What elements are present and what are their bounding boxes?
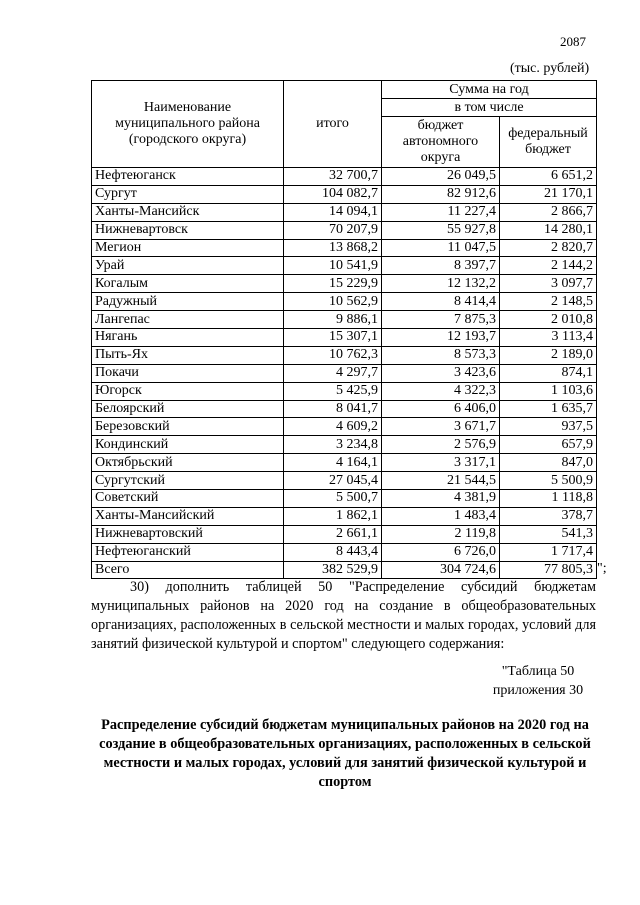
cell-regional: 21 544,5 [382, 472, 500, 490]
cell-federal: 1 103,6 [500, 382, 597, 400]
cell-regional: 82 912,6 [382, 185, 500, 203]
cell-federal: 657,9 [500, 436, 597, 454]
cell-federal: 378,7 [500, 507, 597, 525]
page-number: 2087 [560, 34, 586, 49]
table-row [92, 221, 597, 239]
cell-federal: 77 805,3 [500, 561, 597, 579]
cell-total: 5 425,9 [284, 382, 382, 400]
cell-regional: 3 317,1 [382, 454, 500, 472]
table-body [92, 168, 597, 579]
cell-federal: 937,5 [500, 418, 597, 436]
table-row [92, 257, 597, 275]
table-row [92, 543, 597, 561]
cell-name: Ханты-Мансийск [92, 203, 284, 221]
cell-total: 27 045,4 [284, 472, 382, 490]
table-row [92, 472, 597, 490]
cell-federal: 874,1 [500, 364, 597, 382]
cell-total: 5 500,7 [284, 490, 382, 508]
table-row [92, 239, 597, 257]
cell-name: Нижневартовский [92, 525, 284, 543]
cell-regional: 2 576,9 [382, 436, 500, 454]
cell-federal: 14 280,1 [500, 221, 597, 239]
table-ref-line1: "Таблица 50 [501, 664, 575, 679]
cell-name: Пыть-Ях [92, 346, 284, 364]
cell-total: 4 164,1 [284, 454, 382, 472]
cell-regional: 2 119,8 [382, 525, 500, 543]
cell-regional: 1 483,4 [382, 507, 500, 525]
cell-federal: 847,0 [500, 454, 597, 472]
cell-total: 8 443,4 [284, 543, 382, 561]
cell-federal: 3 113,4 [500, 329, 597, 347]
table-heading: Распределение субсидий бюджетам муниципальных районов на 2020 год на создание в общеобразовательных организациях, расположенных в сельской местности и малых городах, условий для занятий физической культурой и спортом [99, 717, 591, 790]
cell-federal: 6 651,2 [500, 168, 597, 186]
cell-name: Нефтеюганск [92, 168, 284, 186]
cell-total: 32 700,7 [284, 168, 382, 186]
subsidy-table [91, 80, 597, 579]
cell-regional: 11 227,4 [382, 203, 500, 221]
cell-federal: 2 820,7 [500, 239, 597, 257]
closing-mark: "; [597, 561, 607, 576]
table-ref-line2: приложения 30 [492, 683, 584, 698]
cell-name: Белоярский [92, 400, 284, 418]
cell-federal: 3 097,7 [500, 275, 597, 293]
cell-name: Когалым [92, 275, 284, 293]
table-row [92, 329, 597, 347]
header-total: итого [284, 81, 382, 168]
cell-federal: 541,3 [500, 525, 597, 543]
cell-federal: 1 118,8 [500, 490, 597, 508]
cell-regional: 55 927,8 [382, 221, 500, 239]
table-row [92, 275, 597, 293]
header-regional: бюджет автономного округа [382, 117, 500, 168]
cell-total: 70 207,9 [284, 221, 382, 239]
table-row [92, 525, 597, 543]
cell-regional: 6 726,0 [382, 543, 500, 561]
header-name: Наименование муниципального района (городского округа) [92, 81, 284, 168]
table-row [92, 293, 597, 311]
cell-regional: 8 397,7 [382, 257, 500, 275]
cell-total: 4 297,7 [284, 364, 382, 382]
table-row [92, 185, 597, 203]
cell-federal: 1 635,7 [500, 400, 597, 418]
cell-regional: 12 193,7 [382, 329, 500, 347]
cell-regional: 7 875,3 [382, 311, 500, 329]
cell-federal: 2 189,0 [500, 346, 597, 364]
cell-total: 15 307,1 [284, 329, 382, 347]
table-reference [480, 662, 596, 700]
table-row [92, 364, 597, 382]
cell-name: Покачи [92, 364, 284, 382]
cell-total: 10 562,9 [284, 293, 382, 311]
cell-total: 10 762,3 [284, 346, 382, 364]
cell-name: Радужный [92, 293, 284, 311]
cell-name: Кондинский [92, 436, 284, 454]
table-row [92, 203, 597, 221]
cell-name: Нягань [92, 329, 284, 347]
cell-name: Мегион [92, 239, 284, 257]
cell-federal: 2 148,5 [500, 293, 597, 311]
cell-total: 15 229,9 [284, 275, 382, 293]
total-row [92, 561, 597, 579]
cell-total: 3 234,8 [284, 436, 382, 454]
cell-name: Березовский [92, 418, 284, 436]
cell-regional: 11 047,5 [382, 239, 500, 257]
cell-total: 9 886,1 [284, 311, 382, 329]
cell-regional: 6 406,0 [382, 400, 500, 418]
cell-name: Всего [92, 561, 284, 579]
table-row [92, 490, 597, 508]
cell-federal: 2 144,2 [500, 257, 597, 275]
table-row [92, 382, 597, 400]
cell-regional: 4 381,9 [382, 490, 500, 508]
cell-federal: 5 500,9 [500, 472, 597, 490]
cell-federal: 2 010,8 [500, 311, 597, 329]
cell-regional: 12 132,2 [382, 275, 500, 293]
cell-name: Лангепас [92, 311, 284, 329]
table-row [92, 168, 597, 186]
cell-total: 14 094,1 [284, 203, 382, 221]
table-row [92, 454, 597, 472]
cell-name: Сургут [92, 185, 284, 203]
unit-label: (тыс. рублей) [510, 61, 590, 76]
table-row [92, 507, 597, 525]
cell-name: Сургутский [92, 472, 284, 490]
cell-name: Октябрьский [92, 454, 284, 472]
cell-total: 10 541,9 [284, 257, 382, 275]
table-row [92, 311, 597, 329]
cell-total: 13 868,2 [284, 239, 382, 257]
table-row [92, 400, 597, 418]
cell-regional: 26 049,5 [382, 168, 500, 186]
cell-name: Ханты-Мансийский [92, 507, 284, 525]
table-row [92, 418, 597, 436]
table-row [92, 346, 597, 364]
header-including: в том числе [382, 99, 597, 117]
cell-name: Урай [92, 257, 284, 275]
amendment-paragraph: 30) дополнить таблицей 50 "Распределение субсидий бюджетам муниципальных районов на 2020 год на создание в общеобразовательных организациях, расположенных в сельской местности и малых городах, условий для занятий физической культурой и спортом" следующего содержания: [91, 579, 596, 652]
header-sum-group: Сумма на год [382, 81, 597, 99]
cell-name: Нефтеюганский [92, 543, 284, 561]
cell-federal: 1 717,4 [500, 543, 597, 561]
cell-name: Нижневартовск [92, 221, 284, 239]
cell-federal: 21 170,1 [500, 185, 597, 203]
cell-regional: 8 414,4 [382, 293, 500, 311]
cell-name: Советский [92, 490, 284, 508]
cell-regional: 3 671,7 [382, 418, 500, 436]
cell-regional: 3 423,6 [382, 364, 500, 382]
cell-regional: 4 322,3 [382, 382, 500, 400]
cell-total: 2 661,1 [284, 525, 382, 543]
cell-total: 8 041,7 [284, 400, 382, 418]
cell-total: 104 082,7 [284, 185, 382, 203]
cell-total: 1 862,1 [284, 507, 382, 525]
cell-total: 382 529,9 [284, 561, 382, 579]
cell-name: Югорск [92, 382, 284, 400]
cell-total: 4 609,2 [284, 418, 382, 436]
table-row [92, 436, 597, 454]
header-federal: федеральный бюджет [500, 117, 597, 168]
cell-federal: 2 866,7 [500, 203, 597, 221]
cell-regional: 8 573,3 [382, 346, 500, 364]
cell-regional: 304 724,6 [382, 561, 500, 579]
